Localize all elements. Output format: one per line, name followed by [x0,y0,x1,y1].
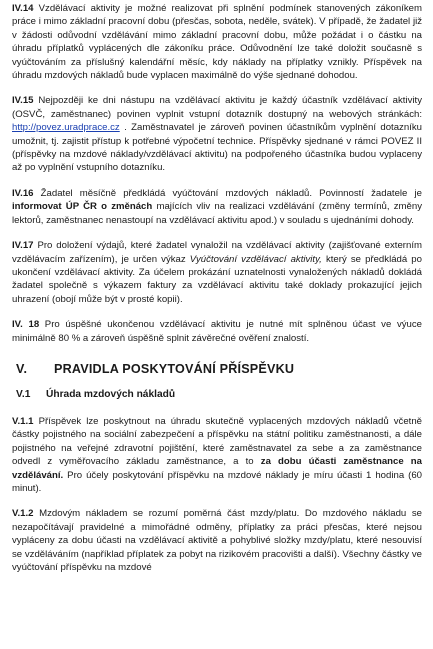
bold-text: za dobu účasti zaměstnance na vzdělávání. [12,456,422,481]
povez-link[interactable]: http://povez.uradprace.cz [12,122,120,134]
paragraph-number: IV.16 [12,187,34,199]
italic-text: Vyúčtování vzdělávací aktivity, [189,253,322,265]
paragraph-v-1-2 [12,507,422,574]
paragraph-iv-18 [12,318,422,345]
paragraph-v-1-1 [12,415,422,495]
subsection-heading-v-1 [16,389,422,400]
paragraph-text: Mzdovým nákladem se rozumí poměrná část mzdy/platu. Do mzdového nákladu se nezapočítávají pravidelné a mimořádné odměny, příplatky za práci přesčas, které nejsou vypláceny za dobu účasti na vzdělávací aktivitě a pohyblivé složky mzdy/platu, které nesouvisí se vzděláváním (například příplatek za pobyt na rizikovém pracovišti a další). Všechny částky ve vyúčtování příspěvku na mzdové [12,508,422,573]
paragraph-text: Vzdělávací aktivity je možné realizovat při splnění podmínek stanovených zákoníkem práce i mimo základní pracovní dobu (přesčas, sobota, neděle, svátek). V případě, že žadatel již v žádosti odůvodní vzdělávání mimo základní pracovní dobu, může požádat i o částku na úhradu příplatků vyplácených dle zákoníku práce. Odůvodnění lze také doložit současně s vyúčtováním za příslušný kalendářní měsíc, kdy náklady na příplatky vznikly. Příspěvek na úhradu mzdových nákladů bude vyplacen maximálně do výše sjednané dohodou. [12,3,422,82]
paragraph-text: Pro účely poskytování příspěvku na mzdové náklady je míru účasti 1 hodina (60 minut). [12,469,422,494]
paragraph-iv-16 [12,187,422,227]
paragraph-number: IV.14 [12,3,34,14]
paragraph-iv-14 [12,2,422,82]
paragraph-iv-17 [12,239,422,306]
paragraph-text: Příspěvek lze poskytnout na úhradu skutečně vyplacených mzdových nákladů včetně částky pojistného na sociální zabezpečení a příspěvku na státní politiku zaměstnanosti, a dále pojistného na veřejné zdravotní pojištění, které zaměstnavatel za sebe a za zaměstnance odvedl z vyměřovacího základu zaměstnance, a to [12,415,422,468]
paragraph-iv-15 [12,94,422,174]
paragraph-number: IV. 18 [12,319,40,331]
paragraph-text: Nejpozději ke dni nástupu na vzdělávací aktivitu je každý účastník vzdělávací aktivity (OSVČ, zaměstnanec) povinen vyplnit vstupní dotazník dostupný na webových stránkách: [12,95,422,120]
subsection-number: V.1 [16,388,31,400]
bold-text: informovat ÚP ČR o změnách [12,201,153,213]
paragraph-text: který se předkládá po ukončení vzdělávací aktivity. Za účelem prokázání uznatelnosti vynaložených nákladů dokládá žadatel společně s výkazem faktury za vzdělávací aktivitu také doklady prokazující jejich uhrazení (obojí může být v prosté kopii). [12,253,422,305]
subsection-title: Úhrada mzdových nákladů [46,388,176,400]
paragraph-number: V.1.2 [12,508,34,520]
paragraph-text: Pro úspěšné ukončenou vzdělávací aktivitu je nutné mít splněnou účast ve výuce minimálně 80 % a zároveň úspěšně splnit závěrečné ověření znalostí. [12,319,423,344]
paragraph-text: Pro doložení výdajů, které žadatel vynaložil na vzdělávací aktivity (zajišťované externím vzdělávacím zařízením), je určen výkaz [12,240,422,265]
paragraph-number: V.1.1 [12,415,34,427]
section-number: V. [16,361,28,376]
paragraph-number: IV.15 [12,95,34,107]
paragraph-text: majících vliv na realizaci vzdělávání (změny termínů, změny lektorů, zaměstnanec nenastoupí na vzdělávací aktivitu apod.) v souladu s ujednáními dohody. [12,201,422,226]
section-heading-v [16,362,422,376]
document-page [12,2,422,574]
section-title: PRAVIDLA POSKYTOVÁNÍ PŘÍSPĚVKU [54,361,295,376]
paragraph-text: . Zaměstnavatel je zároveň povinen účastníkům vyplnění dotazníku umožnit, tj. zajistit přístup k potřebné výpočetní technice. Příspěvky sjednané v rámci POVEZ II (příspěvky na mzdové náklady/vzdělávací aktivitu) na podpořeného účastníka budou vyplaceny až po vyplnění vstupního dotazníku. [12,122,422,174]
paragraph-text: Žadatel měsíčně předkládá vyúčtování mzdových nákladů. Povinností žadatele je [33,187,422,199]
paragraph-number: IV.17 [12,240,34,252]
